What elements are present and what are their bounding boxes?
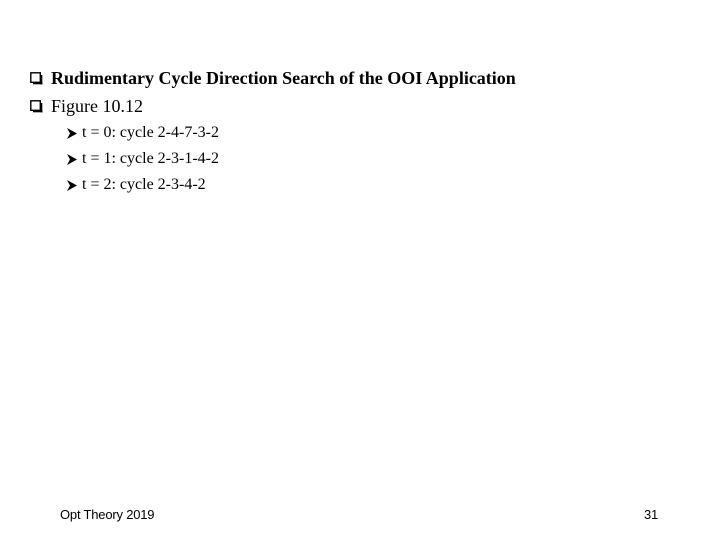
checkbox-bullet-icon — [30, 100, 43, 113]
sub-bullet-text: t = 0: cycle 2-4-7-3-2 — [82, 124, 219, 141]
sub-bullet-item — [66, 146, 516, 172]
bullet-text: Figure 10.12 — [51, 96, 143, 116]
arrow-bullet-icon — [66, 153, 78, 166]
sub-bullet-list — [30, 120, 516, 198]
sub-bullet-text: t = 2: cycle 2-3-4-2 — [82, 176, 206, 193]
arrow-bullet-icon — [66, 127, 78, 140]
bullet-item-title — [30, 64, 516, 92]
checkbox-bullet-icon — [30, 72, 43, 85]
sub-bullet-item — [66, 172, 516, 198]
sub-list-container — [30, 120, 516, 198]
footer-page-number: 31 — [643, 507, 658, 522]
bullet-text: Rudimentary Cycle Direction Search of the OOI Application — [51, 68, 516, 88]
sub-bullet-text: t = 1: cycle 2-3-1-4-2 — [82, 150, 219, 167]
bullet-item-figure — [30, 92, 516, 120]
sub-bullet-item — [66, 120, 516, 146]
bullet-list — [30, 64, 516, 198]
arrow-bullet-icon — [66, 179, 78, 192]
footer-course-label: Opt Theory 2019 — [60, 507, 155, 522]
